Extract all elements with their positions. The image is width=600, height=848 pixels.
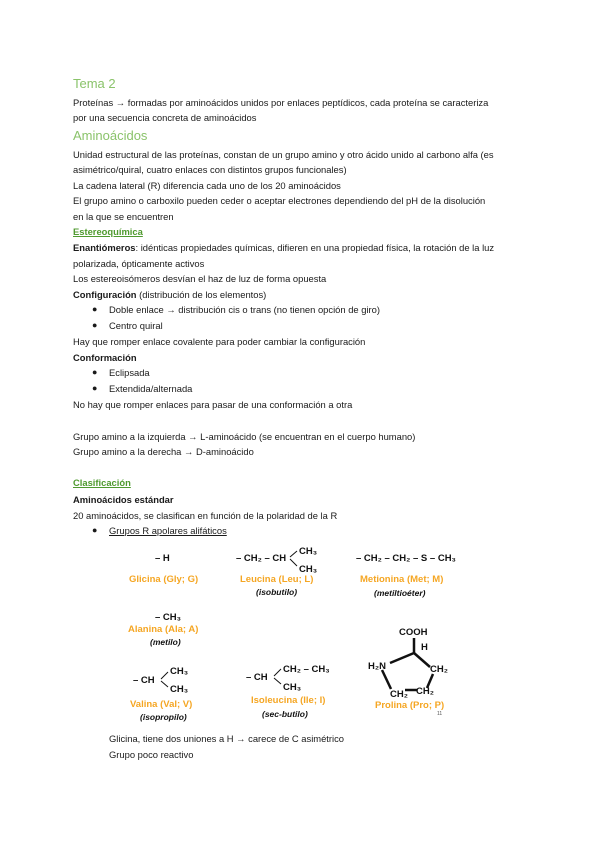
valina-ch3-bottom: CH₃ (170, 684, 189, 695)
aa-line-2: asimétrico/quiral, cuatro enlaces con distintos grupos funcionales) (73, 164, 347, 175)
prolina-tiny-label: 11 (437, 711, 443, 717)
estereoisomeros-line: Los estereoisómeros desvían el haz de luz de forma opuesta (73, 273, 327, 284)
enantiomeros-text: : idénticas propiedades químicas, difieren en una propiedad física, la rotación de la luz (135, 242, 495, 253)
bullet-dot: ● (92, 525, 98, 535)
bond-line (274, 669, 281, 676)
enantiomeros-line (73, 241, 494, 254)
valina-name: Valina (Val; V) (130, 699, 193, 710)
metionina-sub: (metiltioéter) (374, 588, 426, 598)
amino-acid-structures (0, 535, 600, 745)
bullet-dot: ● (92, 320, 98, 330)
isoleucina-ch3: CH₃ (283, 682, 302, 693)
valina-sub: (isopropilo) (140, 712, 187, 722)
isoleucina-top: CH₂ – CH₃ (283, 664, 330, 675)
leucina-ch3-bottom: CH₃ (299, 564, 318, 575)
alanina-name: Alanina (Ala; A) (128, 624, 199, 635)
leucina-sub: (isobutilo) (256, 587, 298, 597)
config-bullet-1: Doble enlace → distribución cis o trans (no tienen opción de giro) (109, 304, 380, 315)
valina-ch3-top: CH₃ (170, 666, 189, 677)
metionina-name: Metionina (Met; M) (360, 574, 444, 585)
aa-line-3: La cadena lateral (R) diferencia cada uno de los 20 aminoácidos (73, 180, 341, 191)
leucina-formula: – CH₂ – CH (236, 553, 287, 564)
bond-line (274, 678, 281, 684)
configuracion-line (73, 288, 266, 301)
glicina-formula: – H (155, 553, 170, 564)
isoleucina-sub: (sec-butilo) (262, 709, 308, 719)
alanina-sub: (metilo) (150, 637, 181, 647)
aminoacidos-heading: Aminoácidos (73, 128, 148, 143)
aa-line-5: en la que se encuentren (73, 211, 174, 222)
topic-title: Tema 2 (73, 76, 116, 91)
bullet-dot: ● (92, 304, 98, 314)
bond-line (161, 672, 168, 679)
leucina-name: Leucina (Leu; L) (240, 574, 314, 585)
conf-bullet-1: Eclipsada (109, 367, 150, 378)
conf-bullet-2: Extendida/alternada (109, 383, 193, 394)
metionina-formula: – CH₂ – CH₂ – S – CH₃ (356, 553, 456, 564)
prolina-ch2-bottom-left: CH₂ (390, 689, 408, 700)
intro-line-2: por una secuencia concreta de aminoácidos (73, 112, 257, 123)
bond-line (290, 559, 297, 566)
isoleucina-name: Isoleucina (Ile; I) (251, 695, 326, 706)
glicina-name: Glicina (Gly; G) (129, 574, 199, 585)
isoleucina-formula: – CH (246, 672, 268, 683)
prolina-name: Prolina (Pro; P) (375, 700, 445, 711)
configuracion-text: (distribución de los elementos) (136, 289, 267, 300)
intro-line-1: Proteínas → formadas por aminoácidos unidos por enlaces peptídicos, cada proteína se caracteriza (73, 97, 489, 108)
configuracion-label: Configuración (73, 289, 137, 300)
aa-line-4: El grupo amino o carboxilo pueden ceder o aceptar electrones dependiendo del pH de la disolución (73, 195, 486, 206)
grupo-poco: Grupo poco reactivo (109, 749, 194, 760)
prolina-n: H₂N (368, 661, 386, 672)
conformacion-label: Conformación (73, 352, 137, 363)
leucina-ch3-top: CH₃ (299, 546, 318, 557)
grupo-izq: Grupo amino a la izquierda → L-aminoácido (se encuentran en el cuerpo humano) (73, 431, 416, 442)
prolina-cooh: COOH (399, 627, 428, 638)
prolina-ch2-right: CH₂ (430, 664, 448, 675)
grupos-r-bullet: Grupos R apolares alifáticos (109, 525, 227, 536)
grupo-der: Grupo amino a la derecha → D-aminoácido (73, 446, 254, 457)
enantiomeros-label: Enantiómeros (73, 242, 136, 253)
prolina-ch2-bottom-right: CH₂ (416, 686, 434, 697)
bond-line (290, 551, 297, 557)
aa-line-1: Unidad estructural de las proteínas, constan de un grupo amino y otro ácido unido al carbono alfa (es (73, 149, 494, 160)
config-bullet-2: Centro quiral (109, 320, 163, 331)
bullet-dot: ● (92, 383, 98, 393)
valina-formula: – CH (133, 675, 155, 686)
config-note: Hay que romper enlace covalente para poder cambiar la configuración (73, 336, 366, 347)
bond-line (161, 681, 168, 687)
estereoquimica-heading: Estereoquímica (73, 226, 143, 237)
bullet-dot: ● (92, 367, 98, 377)
estandar-text: 20 aminoácidos, se clasifican en función de la polaridad de la R (73, 510, 338, 521)
estandar-heading: Aminoácidos estándar (73, 494, 174, 505)
glicina-note: Glicina, tiene dos uniones a H → carece de C asimétrico (109, 733, 345, 744)
clasificacion-heading: Clasificación (73, 477, 131, 488)
conf-note: No hay que romper enlaces para pasar de una conformación a otra (73, 399, 353, 410)
alanina-formula: – CH₃ (155, 612, 182, 623)
enantiomeros-line-2: polarizada, ópticamente activos (73, 258, 205, 269)
prolina-h: H (421, 642, 428, 653)
